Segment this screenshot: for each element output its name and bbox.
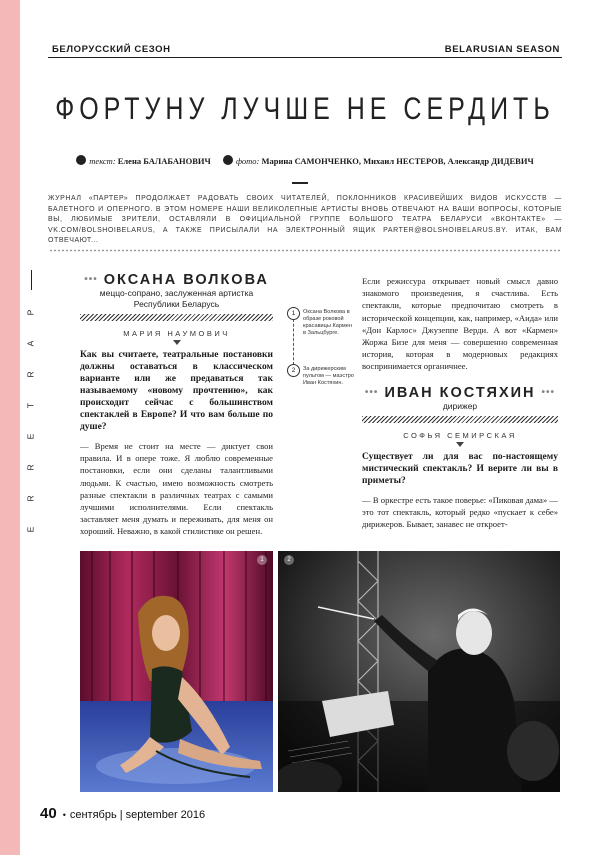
interview-volkova bbox=[80, 272, 273, 538]
asker-name: СОФЬЯ СЕМИРСКАЯ bbox=[403, 430, 517, 440]
interviewee-name: ••• ОКСАНА ВОЛКОВА bbox=[84, 272, 269, 288]
footer-bullet: • bbox=[62, 810, 66, 820]
photo-number: 1 bbox=[257, 555, 267, 565]
answer-text: — В оркестре есть такое поверье: «Пиковая дама» — это тот спектакль, который редко «пускает к себе» дирижеров. Бывает, занавес не откроет- bbox=[362, 494, 558, 530]
camera-icon bbox=[223, 155, 233, 165]
side-label-rule bbox=[31, 270, 32, 290]
interviewee-name: ••• ИВАН КОСТЯХИН ••• bbox=[364, 384, 556, 401]
section-label-left: БЕЛОРУССКИЙ СЕЗОН bbox=[52, 44, 171, 55]
credits-line bbox=[50, 155, 560, 166]
caption-connector bbox=[293, 319, 294, 365]
caption-text: За дирижерским пультом — маэстро Иван Костяхин. bbox=[303, 366, 354, 386]
side-label-letter: T bbox=[25, 398, 36, 409]
side-label-letter: R bbox=[25, 460, 36, 471]
caption-text: Оксана Волкова в образе роковой красавицы Кармен в Зальцбурге. bbox=[303, 309, 352, 336]
question-text: Существует ли для вас по-настоящему мистический спектакль? И верите ли вы в приметы? bbox=[362, 451, 558, 486]
title-dash bbox=[292, 182, 308, 184]
header-rule bbox=[48, 57, 562, 58]
question-text: Как вы считаете, театральные постановки должны оставаться в классическом варианте или же предаваться так называемому «новому прочтению», как происходит сейчас с большинством спектаклей в Европе? И что вам больше по душе? bbox=[80, 350, 273, 432]
triangle-marker bbox=[456, 442, 464, 447]
side-label-letter: E bbox=[25, 429, 36, 440]
photo-conductor bbox=[278, 551, 560, 792]
caption-number: 2 bbox=[287, 364, 300, 377]
pen-icon bbox=[76, 155, 86, 165]
text-credit-label: текст: bbox=[89, 156, 116, 166]
caption-number: 1 bbox=[287, 307, 300, 320]
side-label-parterre bbox=[26, 295, 36, 543]
interviewee-role: меццо-сопрано, заслуженная артистка Республики Беларусь bbox=[99, 288, 254, 309]
photo-credit-authors: Марина САМОНЧЕНКО, Михаил НЕСТЕРОВ, Александр ДИДЕВИЧ bbox=[261, 156, 534, 166]
answer-continuation: Если режиссура открывает новый смысл давно знакомого произведения, я счастлива. Есть спектакли, которые предпочитаю смотреть в исторической концепции, как, например, «Аида» или «Дон Карлос» Джузеппе Верди. А вот «Кармен» Жоржа Бизе для меня — совершенно современная история, которая в модерновых редакциях воспринимается органичнее. bbox=[362, 276, 558, 372]
photo-number: 2 bbox=[284, 555, 294, 565]
side-color-bar bbox=[0, 0, 20, 855]
triangle-marker bbox=[173, 340, 181, 345]
hatch-divider bbox=[80, 314, 273, 321]
article-title: ФОРТУНУ ЛУЧШЕ НЕ СЕРДИТЬ bbox=[55, 91, 555, 127]
photo-credit-label: фото: bbox=[235, 156, 260, 166]
side-label-letter: E bbox=[25, 522, 36, 533]
side-label-letter: A bbox=[25, 336, 36, 347]
side-label-letter: R bbox=[25, 491, 36, 502]
photo-carmen bbox=[80, 551, 273, 792]
answer-text: — Время не стоит на месте — диктует свои правила. И в опере тоже. Я люблю современные постановки, если они сделаны талантливыми людьми. К счастью, имею возможность смотреть разные спектакли в различных театрах с самыми лучшими исполнителями. Если спектакль заставляет меня думать и переживать, для меня он хороший. Неважно, в какой стилистике он решен. bbox=[80, 441, 273, 537]
interview-kostyakhin bbox=[362, 385, 558, 531]
page-footer bbox=[40, 805, 205, 822]
dotted-divider bbox=[49, 249, 561, 252]
section-label-right: BELARUSIAN SEASON bbox=[444, 44, 560, 55]
text-credit-author: Елена БАЛАБАНОВИЧ bbox=[117, 156, 211, 166]
interviewee-role: дирижер bbox=[442, 400, 478, 411]
side-label-letter: P bbox=[25, 305, 36, 316]
hatch-divider bbox=[362, 416, 558, 423]
asker-name: МАРИЯ НАУМОВИЧ bbox=[123, 329, 230, 338]
issue-date: сентябрь | september 2016 bbox=[69, 809, 206, 821]
intro-paragraph: ЖУРНАЛ «ПАРТЕР» ПРОДОЛЖАЕТ РАДОВАТЬ СВОИХ ЧИТАТЕЛЕЙ, ПОКЛОННИКОВ КРАСИВЕЙШИХ ВИДОВ ИСКУССТВ — БАЛЕТНОГО И ОПЕРНОГО. В ЭТОМ НОМЕРЕ НАШИ ВЕЛИКОЛЕПНЫЕ АРТИСТЫ ВНОВЬ ОТВЕЧАЮТ НА ВАШИ ВОПРОСЫ, КОТОРЫЕ ВЫ, ЛЮБИМЫЕ ЗРИТЕЛИ, ОСТАВЛЯЛИ В ОФИЦИАЛЬНОЙ ГРУППЕ БОЛЬШОГО ТЕАТРА БЕЛАРУСИ «ВКОНТАКТЕ» — VK.COM/BOLSHOIBELARUS, А ТАКЖЕ ПРИСЫЛАЛИ НА ЭЛЕКТРОННЫЙ ЯЩИК PARTER@BOLSHOIBELARUS.BY. ИТАК, ВАМ ОТВЕЧАЮТ... bbox=[48, 195, 562, 245]
page-number: 40 bbox=[40, 805, 57, 822]
right-column bbox=[362, 275, 558, 530]
side-label-letter: R bbox=[25, 367, 36, 378]
